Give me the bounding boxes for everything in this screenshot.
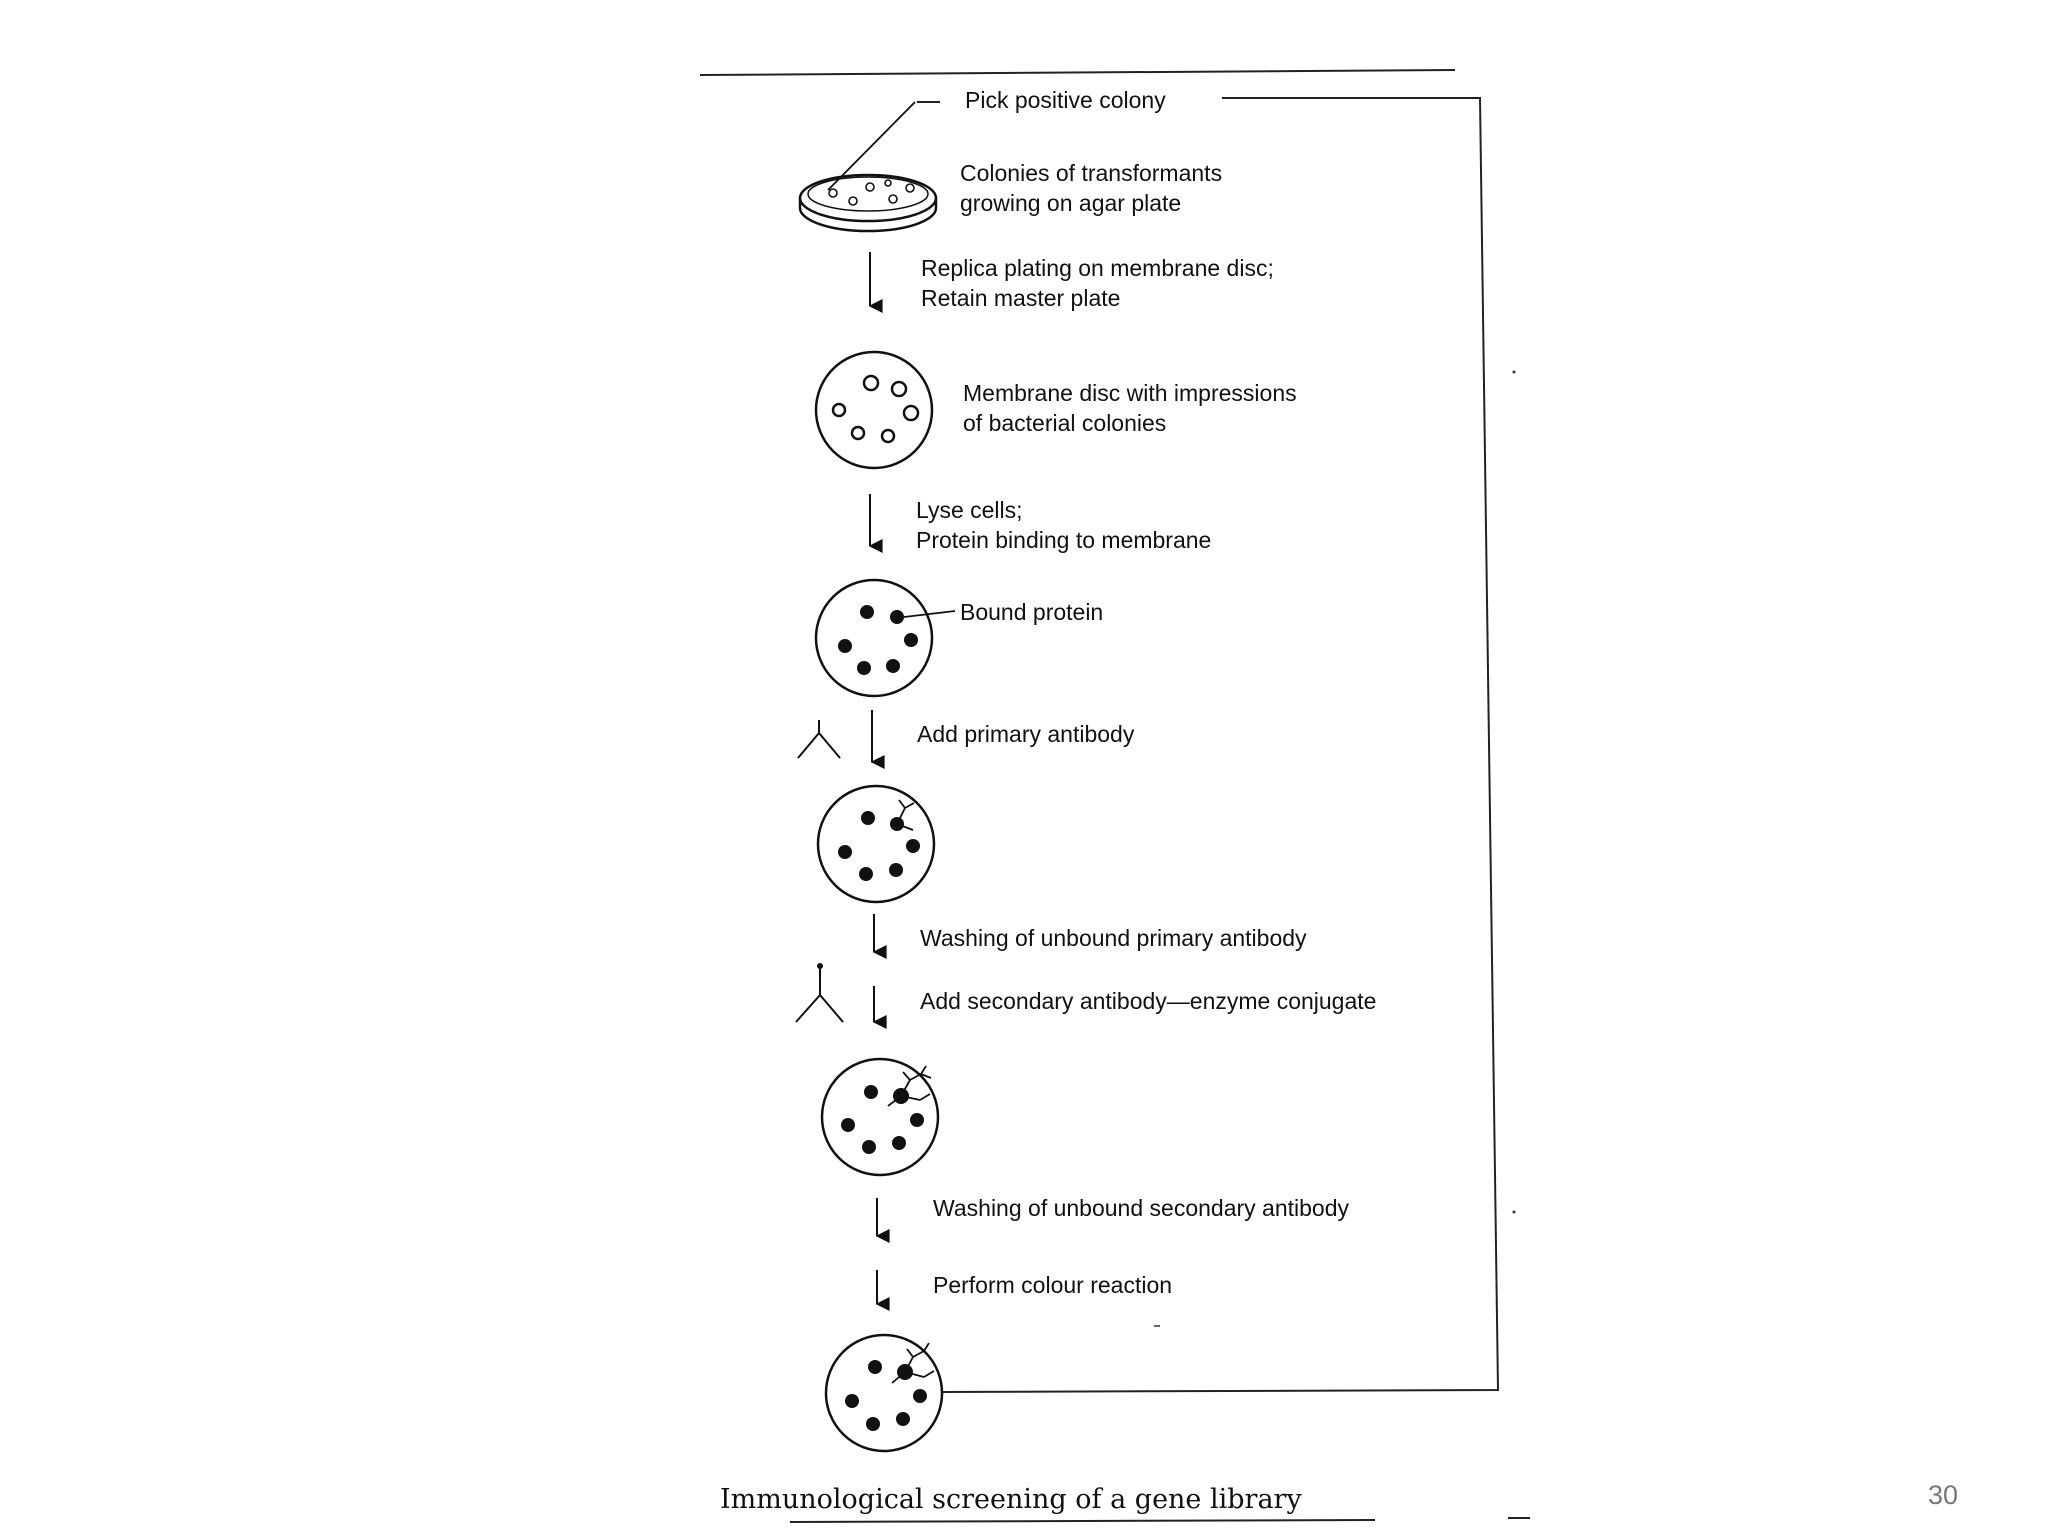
bound-protein-disc-icon <box>816 580 955 696</box>
label-wash-secondary: Washing of unbound secondary antibody <box>933 1195 1349 1221</box>
agar-plate-icon <box>800 175 936 231</box>
scan-speck <box>1513 1211 1516 1214</box>
label-replica-plating: Replica plating on membrane disc; Retain master plate <box>921 255 1274 311</box>
page-number: 30 <box>1928 1480 1959 1510</box>
label-colour-reaction: Perform colour reaction <box>933 1272 1173 1298</box>
label-add-primary-antibody: Add primary antibody <box>917 721 1135 747</box>
bottom-border-line <box>790 1520 1375 1522</box>
label-add-secondary-antibody: Add secondary antibody—enzyme conjugate <box>920 988 1377 1014</box>
label-agar-plate: Colonies of transformants growing on agar plate <box>960 160 1223 216</box>
secondary-bound-disc-icon <box>822 1059 938 1175</box>
primary-antibody-icon <box>798 720 840 758</box>
label-pick-positive-colony: Pick positive colony <box>965 87 1166 113</box>
colour-reaction-disc-icon <box>826 1335 942 1451</box>
scan-speck <box>1513 371 1516 374</box>
label-membrane-disc: Membrane disc with impressions of bacterial colonies <box>963 380 1297 436</box>
label-bound-protein: Bound protein <box>960 599 1104 625</box>
secondary-antibody-icon <box>796 964 843 1022</box>
membrane-disc-icon <box>816 352 932 468</box>
label-wash-primary: Washing of unbound primary antibody <box>920 925 1307 951</box>
figure-caption: Immunological screening of a gene library <box>720 1484 1302 1515</box>
top-border-line <box>700 70 1455 75</box>
primary-bound-disc-icon <box>818 786 934 902</box>
label-lyse-cells: Lyse cells; Protein binding to membrane <box>916 497 1212 553</box>
